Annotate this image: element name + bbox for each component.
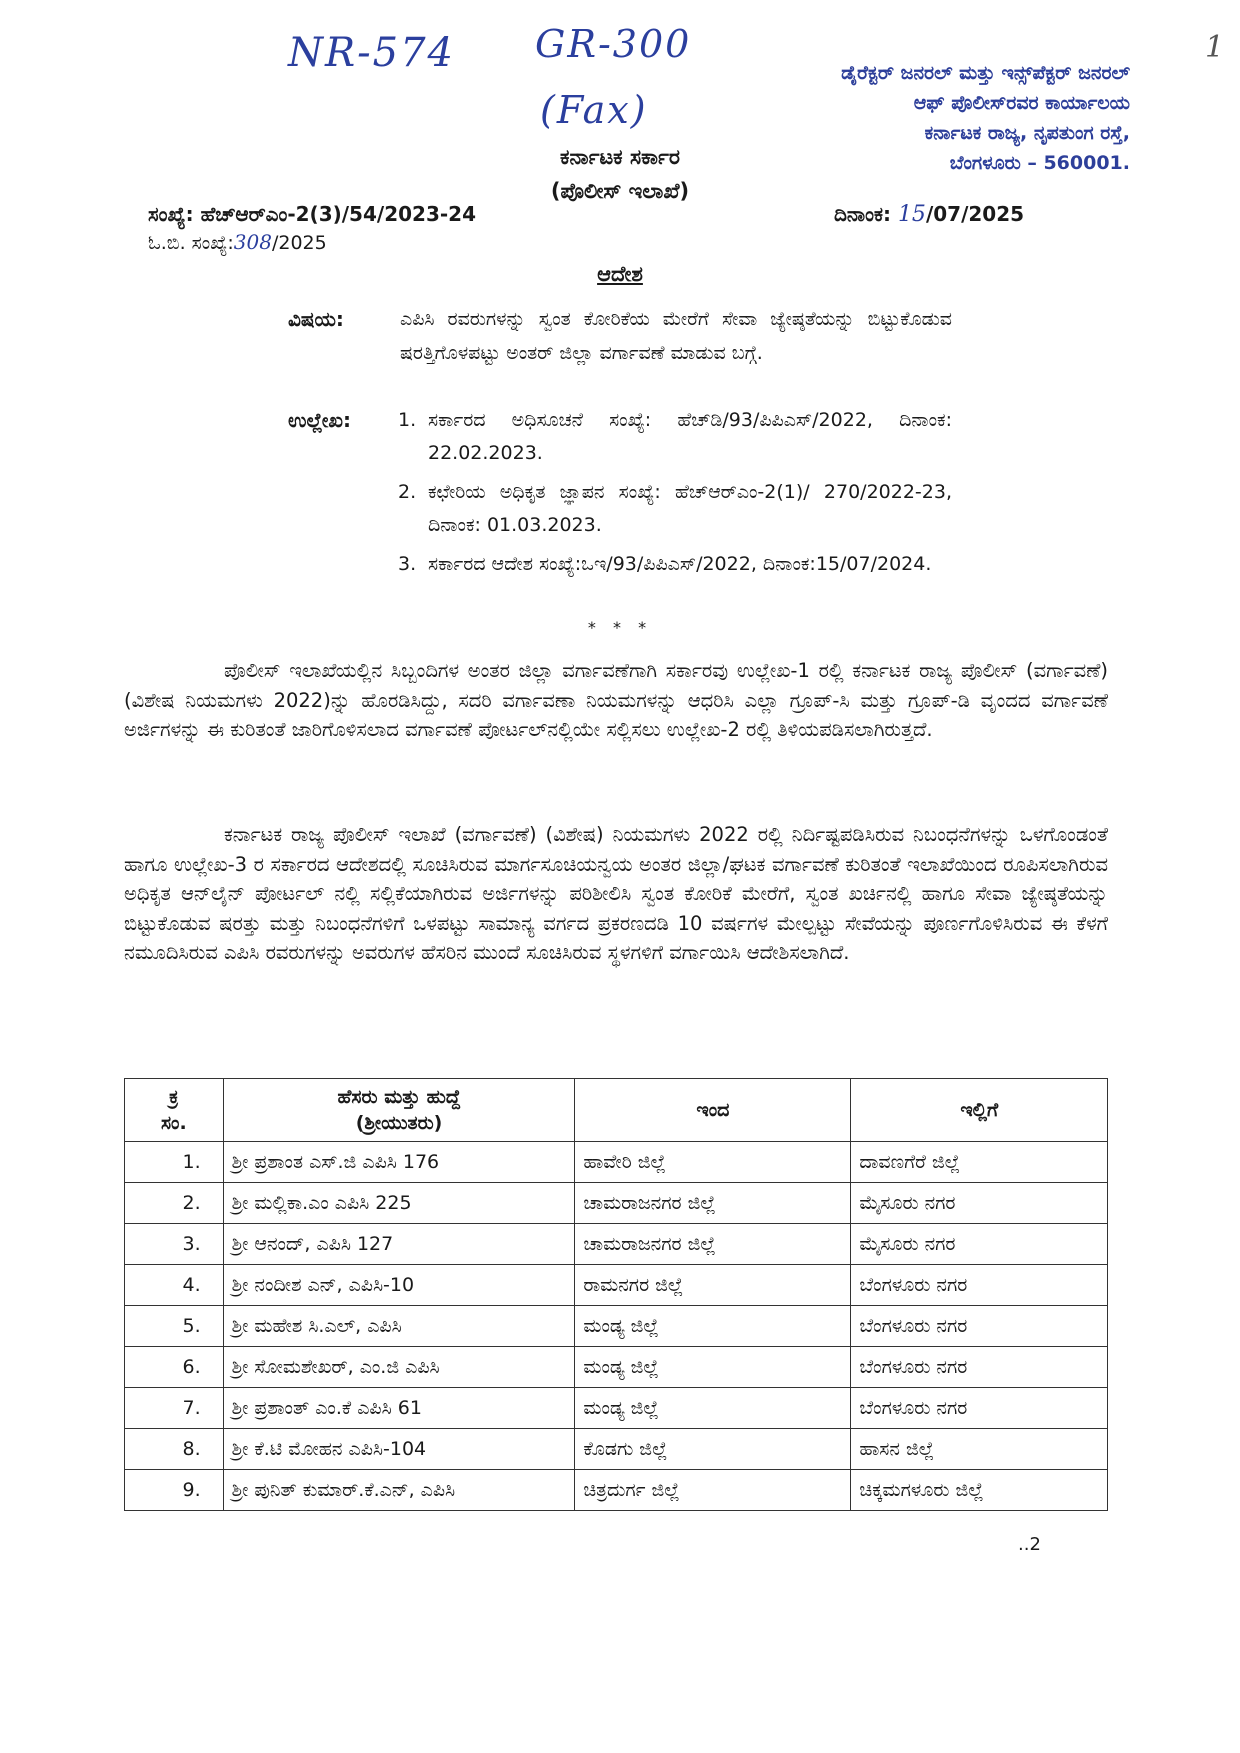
margin-mark: 1 bbox=[1205, 30, 1227, 65]
cell-to: ಬೆಂಗಳೂರು ನಗರ bbox=[851, 1347, 1108, 1388]
page-continuation-marker: ..2 bbox=[1018, 1534, 1041, 1555]
cell-serial-number: 8. bbox=[125, 1429, 224, 1470]
reference-text: ಕಛೇರಿಯ ಅಧಿಕೃತ ಜ್ಞಾಪನ ಸಂಖ್ಯೆ: ಹೆಚ್‌ಆರ್‌ಎಂ-2(1)/ 270/2022-23, ದಿನಾಂಕ: 01.03.2023. bbox=[428, 481, 952, 536]
section-separator: * * * bbox=[587, 618, 653, 637]
table-row bbox=[125, 1142, 1108, 1183]
reference-text: ಸರ್ಕಾರದ ಆದೇಶ ಸಂಖ್ಯೆ:ಒಇ/93/ಪಿಪಿಎಸ್/2022, ದಿನಾಂಕ:15/07/2024. bbox=[428, 553, 932, 575]
cell-name: ಶ್ರೀ ಕೆ.ಟಿ ಮೋಹನ ಎಪಿಸಿ-104 bbox=[223, 1429, 575, 1470]
table-row bbox=[125, 1224, 1108, 1265]
table-row bbox=[125, 1470, 1108, 1511]
order-number-value: ಹೆಚ್‌ಆರ್‌ಎಂ-2(3)/54/2023-24 bbox=[200, 202, 476, 226]
cell-from: ಮಂಡ್ಯ ಜಿಲ್ಲೆ bbox=[575, 1347, 851, 1388]
cell-to: ಬೆಂಗಳೂರು ನಗರ bbox=[851, 1265, 1108, 1306]
cell-name: ಶ್ರೀ ಪ್ರಶಾಂತ ಎಸ್.ಜಿ ಎಪಿಸಿ 176 bbox=[223, 1142, 575, 1183]
cell-to: ಚಿಕ್ಕಮಗಳೂರು ಜಿಲ್ಲೆ bbox=[851, 1470, 1108, 1511]
header-to: ಇಲ್ಲಿಗೆ bbox=[851, 1079, 1108, 1142]
cell-name: ಶ್ರೀ ಮಲ್ಲಿಕಾ.ಎಂ ಎಪಿಸಿ 225 bbox=[223, 1183, 575, 1224]
cell-name: ಶ್ರೀ ನಂದೀಶ ಎನ್, ಎಪಿಸಿ-10 bbox=[223, 1265, 575, 1306]
order-date-day: 15 bbox=[897, 202, 926, 227]
header-name-line: (ಶ್ರೀಯುತರು) bbox=[355, 1112, 443, 1134]
references-block bbox=[288, 404, 952, 581]
table-row bbox=[125, 1347, 1108, 1388]
order-number-label: ಸಂಖ್ಯೆ: bbox=[148, 202, 194, 226]
stamp-line: ಕರ್ನಾಟಕ ರಾಜ್ಯ, ನೃಪತುಂಗ ರಸ್ತೆ, bbox=[924, 122, 1130, 144]
cell-from: ಚಿತ್ರದುರ್ಗ ಜಿಲ್ಲೆ bbox=[575, 1470, 851, 1511]
cell-from: ಮಂಡ್ಯ ಜಿಲ್ಲೆ bbox=[575, 1388, 851, 1429]
subject-text: ಎಪಿಸಿ ರವರುಗಳನ್ನು ಸ್ವಂತ ಕೋರಿಕೆಯ ಮೇರೆಗೆ ಸೇವಾ ಜ್ಯೇಷ್ಠತೆಯನ್ನು ಬಿಟ್ಟುಕೊಡುವ ಷರತ್ತಿಗೊಳಪಟ್ಟು ಅಂತರ್ ಜಿಲ್ಲಾ ವರ್ಗಾವಣೆ ಮಾಡುವ ಬಗ್ಗೆ. bbox=[400, 308, 952, 364]
table-row bbox=[125, 1306, 1108, 1347]
order-date bbox=[834, 202, 1024, 227]
handwritten-fax-note: (Fax) bbox=[540, 88, 648, 132]
stamp-line: ಡೈರೆಕ್ಟರ್ ಜನರಲ್ ಮತ್ತು ಇನ್ಸ್‌ಪೆಕ್ಟರ್ ಜನರಲ್ bbox=[841, 62, 1130, 84]
cell-serial-number: 4. bbox=[125, 1265, 224, 1306]
body-paragraph-2: ಕರ್ನಾಟಕ ರಾಜ್ಯ ಪೊಲೀಸ್ ಇಲಾಖೆ (ವರ್ಗಾವಣೆ) (ವಿಶೇಷ) ನಿಯಮಗಳು 2022 ರಲ್ಲಿ ನಿರ್ದಿಷ್ಟಪಡಿಸಿರುವ ನಿಬಂಧನೆಗಳನ್ನು ಒಳಗೊಂಡಂತೆ ಹಾಗೂ ಉಲ್ಲೇಖ-3 ರ ಸರ್ಕಾರದ ಆದೇಶದಲ್ಲಿ ಸೂಚಿಸಿರುವ ಮಾರ್ಗಸೂಚಿಯನ್ವಯ ಅಂತರ ಜಿಲ್ಲಾ/ಘಟಕ ವರ್ಗಾವಣೆ ಕುರಿತಂತೆ ಇಲಾಖೆಯಿಂದ ರೂಪಿಸಲಾಗಿರುವ ಅಧಿಕೃತ ಆನ್‌ಲೈನ್ ಪೋರ್ಟಲ್ ನಲ್ಲಿ ಸಲ್ಲಿಕೆಯಾಗಿರುವ ಅರ್ಜಿಗಳನ್ನು ಪರಿಶೀಲಿಸಿ ಸ್ವಂತ ಕೋರಿಕೆ ಮೇರೆಗೆ, ಸ್ವಂತ ಖರ್ಚಿನಲ್ಲಿ ಹಾಗೂ ಸೇವಾ ಜ್ಯೇಷ್ಠತೆಯನ್ನು ಬಿಟ್ಟುಕೊಡುವ ಷರತ್ತು ಮತ್ತು ನಿಬಂಧನೆಗಳಿಗೆ ಒಳಪಟ್ಟು ಸಾಮಾನ್ಯ ವರ್ಗದ ಪ್ರಕರಣದಡಿ 10 ವರ್ಷಗಳ ಮೇಲ್ಪಟ್ಟು ಸೇವೆಯನ್ನು ಪೂರ್ಣಗೊಳಿಸಿರುವ ಈ ಕೆಳಗೆ ನಮೂದಿಸಿರುವ ಎಪಿಸಿ ರವರುಗಳನ್ನು ಅವರುಗಳ ಹೆಸರಿನ ಮುಂದೆ ಸೂಚಿಸಿರುವ ಸ್ಥಳಗಳಿಗೆ ವರ್ಗಾಯಿಸಿ ಆದೇಶಿಸಲಾಗಿದೆ. bbox=[124, 823, 1108, 964]
cell-name: ಶ್ರೀ ಸೋಮಶೇಖರ್, ಎಂ.ಜಿ ಎಪಿಸಿ bbox=[223, 1347, 575, 1388]
cell-from: ಹಾವೇರಿ ಜಿಲ್ಲೆ bbox=[575, 1142, 851, 1183]
cell-serial-number: 7. bbox=[125, 1388, 224, 1429]
transfer-table bbox=[124, 1078, 1108, 1511]
cell-serial-number: 3. bbox=[125, 1224, 224, 1265]
cell-from: ಮಂಡ್ಯ ಜಿಲ್ಲೆ bbox=[575, 1306, 851, 1347]
order-title: ಆದೇಶ bbox=[597, 262, 643, 286]
ob-number bbox=[148, 230, 327, 254]
cell-serial-number: 9. bbox=[125, 1470, 224, 1511]
subject-label: ವಿಷಯ: bbox=[288, 307, 344, 331]
references-list bbox=[398, 404, 952, 581]
reference-number: 1. bbox=[398, 409, 417, 431]
reference-number: 2. bbox=[398, 481, 417, 503]
cell-serial-number: 6. bbox=[125, 1347, 224, 1388]
table-row bbox=[125, 1429, 1108, 1470]
ob-number-year: /2025 bbox=[271, 232, 327, 254]
table-header-row bbox=[125, 1079, 1108, 1142]
cell-name: ಶ್ರೀ ಮಹೇಶ ಸಿ.ಎಲ್, ಎಪಿಸಿ bbox=[223, 1306, 575, 1347]
handwritten-ref-code-2: GR-300 bbox=[535, 22, 692, 66]
cell-name: ಶ್ರೀ ಆನಂದ್, ಎಪಿಸಿ 127 bbox=[223, 1224, 575, 1265]
cell-to: ದಾವಣಗೆರೆ ಜಿಲ್ಲೆ bbox=[851, 1142, 1108, 1183]
cell-from: ರಾಮನಗರ ಜಿಲ್ಲೆ bbox=[575, 1265, 851, 1306]
cell-serial-number: 5. bbox=[125, 1306, 224, 1347]
header-serial-number bbox=[125, 1079, 224, 1142]
reference-text: ಸರ್ಕಾರದ ಅಧಿಸೂಚನೆ ಸಂಖ್ಯೆ: ಹೆಚ್‌ಡಿ/93/ಪಿಪಿಎಸ್/2022, ದಿನಾಂಕ: 22.02.2023. bbox=[428, 409, 952, 464]
cell-to: ಬೆಂಗಳೂರು ನಗರ bbox=[851, 1306, 1108, 1347]
cell-to: ಮೈಸೂರು ನಗರ bbox=[851, 1183, 1108, 1224]
table-row bbox=[125, 1183, 1108, 1224]
order-date-rest: /07/2025 bbox=[925, 202, 1025, 226]
handwritten-ref-code: NR-574 bbox=[288, 30, 455, 76]
cell-to: ಮೈಸೂರು ನಗರ bbox=[851, 1224, 1108, 1265]
government-header bbox=[480, 140, 760, 208]
cell-from: ಕೊಡಗು ಜಿಲ್ಲೆ bbox=[575, 1429, 851, 1470]
table-row bbox=[125, 1265, 1108, 1306]
header-name-line: ಹೆಸರು ಮತ್ತು ಹುದ್ದೆ bbox=[337, 1086, 461, 1108]
cell-serial-number: 2. bbox=[125, 1183, 224, 1224]
cell-serial-number: 1. bbox=[125, 1142, 224, 1183]
ob-number-value: 308 bbox=[233, 230, 272, 254]
order-date-label: ದಿನಾಂಕ: bbox=[834, 202, 891, 226]
stamp-line: ಬೆಂಗಳೂರು – 560001. bbox=[949, 152, 1130, 174]
body-paragraph-1: ಪೊಲೀಸ್ ಇಲಾಖೆಯಲ್ಲಿನ ಸಿಬ್ಬಂದಿಗಳ ಅಂತರ ಜಿಲ್ಲಾ ವರ್ಗಾವಣೆಗಾಗಿ ಸರ್ಕಾರವು ಉಲ್ಲೇಖ-1 ರಲ್ಲಿ ಕರ್ನಾಟಕ ರಾಜ್ಯ ಪೊಲೀಸ್ (ವರ್ಗಾವಣೆ) (ವಿಶೇಷ ನಿಯಮಗಳು 2022)ನ್ನು ಹೊರಡಿಸಿದ್ದು, ಸದರಿ ವರ್ಗಾವಣಾ ನಿಯಮಗಳನ್ನು ಆಧರಿಸಿ ಎಲ್ಲಾ ಗ್ರೂಪ್-ಸಿ ಮತ್ತು ಗ್ರೂಪ್-ಡಿ ವೃಂದದ ವರ್ಗಾವಣೆ ಅರ್ಜಿಗಳನ್ನು ಈ ಕುರಿತಂತೆ ಜಾರಿಗೊಳಿಸಲಾದ ವರ್ಗಾವಣೆ ಪೋರ್ಟಲ್‌ನಲ್ಲಿಯೇ ಸಲ್ಲಿಸಲು ಉಲ್ಲೇಖ-2 ರಲ್ಲಿ ತಿಳಿಯಪಡಿಸಲಾಗಿರುತ್ತದೆ. bbox=[124, 659, 1108, 741]
office-address-stamp bbox=[760, 58, 1130, 178]
reference-item bbox=[398, 548, 952, 581]
header-name-designation bbox=[223, 1079, 575, 1142]
table-row bbox=[125, 1388, 1108, 1429]
cell-to: ಹಾಸನ ಜಿಲ್ಲೆ bbox=[851, 1429, 1108, 1470]
government-name: ಕರ್ನಾಟಕ ಸರ್ಕಾರ bbox=[560, 145, 680, 169]
reference-number: 3. bbox=[398, 553, 417, 575]
order-number bbox=[148, 202, 476, 226]
cell-name: ಶ್ರೀ ಪುನಿತ್ ಕುಮಾರ್.ಕೆ.ಎನ್, ಎಪಿಸಿ bbox=[223, 1470, 575, 1511]
cell-from: ಚಾಮರಾಜನಗರ ಜಿಲ್ಲೆ bbox=[575, 1224, 851, 1265]
header-serial-line: ಸಂ. bbox=[160, 1112, 187, 1134]
department-name: (ಪೊಲೀಸ್ ಇಲಾಖೆ) bbox=[550, 179, 690, 203]
header-from: ಇಂದ bbox=[575, 1079, 851, 1142]
stamp-line: ಆಫ್ ಪೊಲೀಸ್‌ರವರ ಕಾರ್ಯಾಲಯ bbox=[913, 92, 1130, 114]
reference-item bbox=[398, 476, 952, 542]
cell-to: ಬೆಂಗಳೂರು ನಗರ bbox=[851, 1388, 1108, 1429]
ob-number-label: ಓ.ಬಿ. ಸಂಖ್ಯೆ: bbox=[148, 232, 234, 254]
references-label: ಉಲ್ಲೇಖ: bbox=[288, 408, 351, 432]
cell-from: ಚಾಮರಾಜನಗರ ಜಿಲ್ಲೆ bbox=[575, 1183, 851, 1224]
cell-name: ಶ್ರೀ ಪ್ರಶಾಂತ್ ಎಂ.ಕೆ ಎಪಿಸಿ 61 bbox=[223, 1388, 575, 1429]
reference-item bbox=[398, 404, 952, 470]
header-serial-line: ಕ್ರ bbox=[169, 1086, 179, 1108]
subject-block bbox=[288, 302, 952, 370]
